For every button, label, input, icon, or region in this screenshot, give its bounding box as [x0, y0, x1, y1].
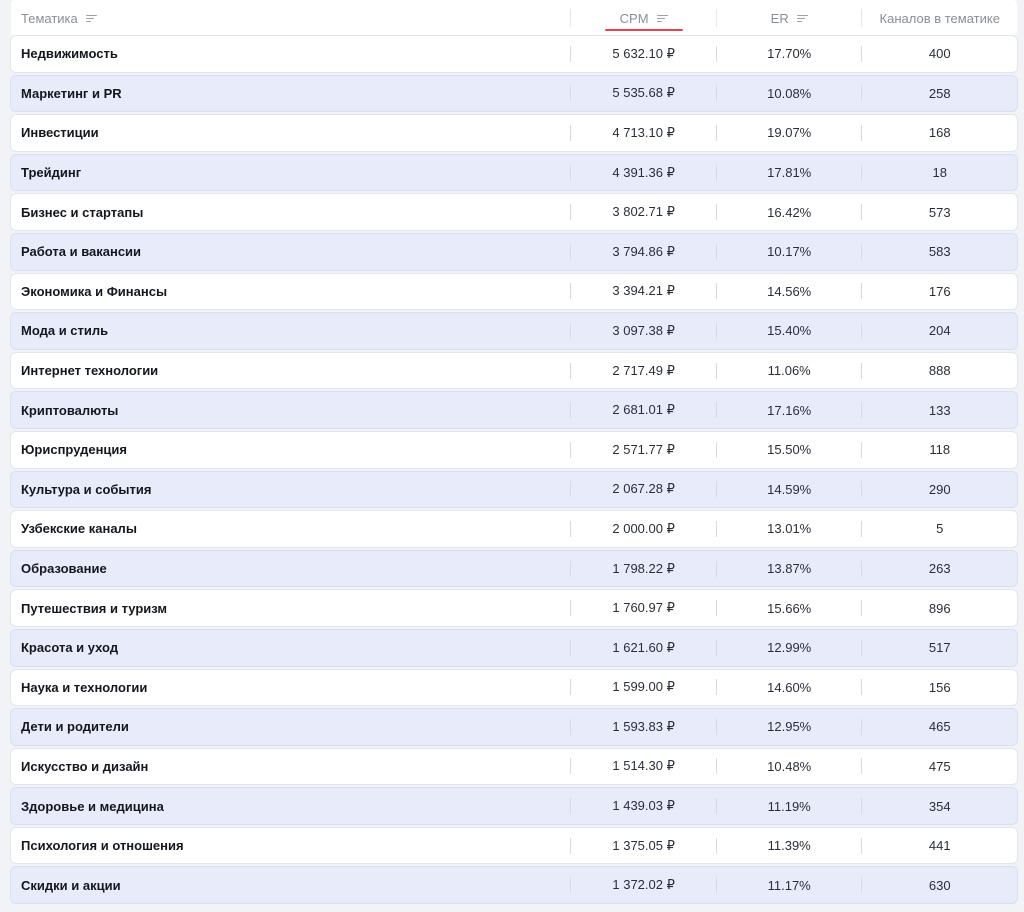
table-row[interactable]: [11, 155, 1017, 191]
cell-er: 17.70%: [767, 46, 812, 62]
cell-channels: 475: [928, 758, 951, 774]
cell-cpm: 4 713.10 ₽: [612, 124, 675, 140]
table-row[interactable]: [11, 749, 1017, 785]
cell-er: 13.01%: [767, 521, 812, 537]
cell-cpm: 1 798.22 ₽: [612, 560, 675, 576]
cell-cpm: 2 067.28 ₽: [612, 481, 675, 497]
cell-er: 15.50%: [767, 442, 812, 458]
cell-cpm: 1 593.83 ₽: [612, 718, 675, 734]
cell-er: 14.60%: [767, 679, 812, 695]
active-sort-indicator: [620, 0, 668, 36]
cell-topic: Красота и уход: [21, 640, 119, 656]
cell-channels: 896: [928, 600, 951, 616]
cell-cpm: 1 599.00 ₽: [612, 679, 675, 695]
cell-channels: 583: [928, 244, 951, 260]
cell-er: 11.19%: [767, 798, 811, 814]
table-row[interactable]: [11, 313, 1017, 349]
table-row[interactable]: [11, 432, 1017, 468]
cell-cpm: 4 391.36 ₽: [612, 164, 675, 180]
cell-topic: Экономика и Финансы: [21, 283, 168, 299]
cell-cpm: 2 000.00 ₽: [612, 520, 675, 536]
cell-er: 10.08%: [767, 85, 812, 101]
header-topic[interactable]: [11, 0, 570, 36]
cell-cpm: 1 439.03 ₽: [612, 798, 675, 814]
cell-channels: 5: [936, 521, 944, 537]
cell-topic: Мода и стиль: [21, 323, 109, 339]
cell-cpm: 1 375.05 ₽: [612, 837, 675, 853]
cell-er: 17.16%: [767, 402, 812, 418]
cell-channels: 630: [928, 877, 951, 893]
table-body: [11, 36, 1017, 903]
cell-channels: 573: [928, 204, 951, 220]
cell-channels: 441: [928, 838, 951, 854]
sort-icon[interactable]: [657, 14, 668, 23]
table-row[interactable]: [11, 670, 1017, 706]
table-row[interactable]: [11, 511, 1017, 547]
table-row[interactable]: [11, 234, 1017, 270]
cell-topic: Работа и вакансии: [21, 244, 142, 260]
cell-er: 10.48%: [767, 758, 812, 774]
cell-er: 14.59%: [767, 481, 812, 497]
cell-topic: Криптовалюты: [21, 402, 119, 418]
table-row[interactable]: [11, 472, 1017, 508]
table-row[interactable]: [11, 392, 1017, 428]
cell-topic: Наука и технологии: [21, 679, 148, 695]
cell-cpm: 5 632.10 ₽: [612, 45, 675, 61]
header-er-label: ER: [770, 10, 789, 26]
cell-cpm: 2 717.49 ₽: [612, 362, 675, 378]
cell-er: 14.56%: [767, 283, 812, 299]
table-row[interactable]: [11, 590, 1017, 626]
cell-topic: Инвестиции: [21, 125, 99, 141]
header-channels-label: Каналов в тематике: [879, 10, 1000, 26]
cell-channels: 118: [929, 442, 951, 458]
cell-er: 12.99%: [767, 640, 812, 656]
cell-cpm: 1 760.97 ₽: [612, 600, 675, 616]
cell-topic: Искусство и дизайн: [21, 758, 149, 774]
table-row[interactable]: [11, 630, 1017, 666]
cell-channels: 133: [928, 402, 951, 418]
cell-er: 15.40%: [767, 323, 812, 339]
table-row[interactable]: [11, 36, 1017, 72]
cell-cpm: 3 394.21 ₽: [612, 283, 675, 299]
cell-topic: Скидки и акции: [21, 877, 121, 893]
cell-er: 15.66%: [767, 600, 812, 616]
cell-cpm: 2 681.01 ₽: [612, 402, 675, 418]
cell-channels: 888: [928, 363, 951, 379]
header-cpm-label: CPM: [619, 10, 649, 26]
table-row[interactable]: [11, 709, 1017, 745]
cell-cpm: 2 571.77 ₽: [612, 441, 675, 457]
cell-topic: Маркетинг и PR: [21, 85, 122, 101]
cell-channels: 465: [928, 719, 951, 735]
table-row[interactable]: [11, 76, 1017, 112]
cell-channels: 18: [932, 165, 947, 181]
cell-topic: Юриспруденция: [21, 442, 127, 458]
cell-topic: Бизнес и стартапы: [21, 204, 144, 220]
cell-er: 11.06%: [767, 363, 811, 379]
cell-topic: Недвижимость: [21, 46, 118, 62]
sort-icon[interactable]: [86, 14, 97, 23]
cell-topic: Образование: [21, 561, 107, 577]
table-row[interactable]: [11, 551, 1017, 587]
table-row[interactable]: [11, 115, 1017, 151]
cell-cpm: 1 514.30 ₽: [612, 758, 675, 774]
cell-er: 12.95%: [767, 719, 812, 735]
cell-channels: 400: [928, 46, 951, 62]
cell-channels: 204: [928, 323, 951, 339]
cell-topic: Интернет технологии: [21, 363, 159, 379]
cell-topic: Культура и события: [21, 481, 152, 497]
cell-topic: Путешествия и туризм: [21, 600, 168, 616]
sort-icon[interactable]: [797, 14, 808, 23]
cell-topic: Трейдинг: [21, 165, 82, 181]
cell-er: 19.07%: [767, 125, 812, 141]
cell-cpm: 1 372.02 ₽: [612, 877, 675, 893]
cell-channels: 258: [928, 85, 951, 101]
cell-er: 11.17%: [767, 877, 811, 893]
table-row[interactable]: [11, 867, 1017, 903]
cell-topic: Психология и отношения: [21, 838, 184, 854]
cell-cpm: 3 794.86 ₽: [612, 243, 675, 259]
table-row[interactable]: [11, 353, 1017, 389]
header-er[interactable]: [717, 0, 862, 36]
cell-channels: 176: [928, 283, 951, 299]
cell-cpm: 3 802.71 ₽: [612, 204, 675, 220]
header-channels[interactable]: [862, 0, 1017, 36]
cell-channels: 168: [928, 125, 951, 141]
cell-er: 13.87%: [767, 561, 812, 577]
cell-channels: 354: [928, 798, 951, 814]
table-row[interactable]: [11, 194, 1017, 230]
table-header: [11, 0, 1017, 36]
cell-er: 10.17%: [767, 244, 812, 260]
cell-cpm: 3 097.38 ₽: [612, 322, 675, 338]
cell-channels: 263: [928, 561, 951, 577]
table-row[interactable]: [11, 274, 1017, 310]
table-row[interactable]: [11, 788, 1017, 824]
cell-topic: Здоровье и медицина: [21, 798, 164, 814]
cell-er: 16.42%: [767, 204, 812, 220]
cell-channels: 290: [928, 481, 951, 497]
cell-cpm: 1 621.60 ₽: [612, 639, 675, 655]
cell-er: 11.39%: [767, 838, 811, 854]
header-topic-label: Тематика: [21, 10, 78, 26]
header-cpm[interactable]: [571, 0, 716, 36]
cell-channels: 517: [928, 640, 951, 656]
cell-topic: Узбекские каналы: [21, 521, 137, 537]
cell-er: 17.81%: [767, 165, 812, 181]
cell-channels: 156: [928, 679, 951, 695]
cell-cpm: 5 535.68 ₽: [612, 85, 675, 101]
table-row[interactable]: [11, 828, 1017, 864]
cell-topic: Дети и родители: [21, 719, 129, 735]
